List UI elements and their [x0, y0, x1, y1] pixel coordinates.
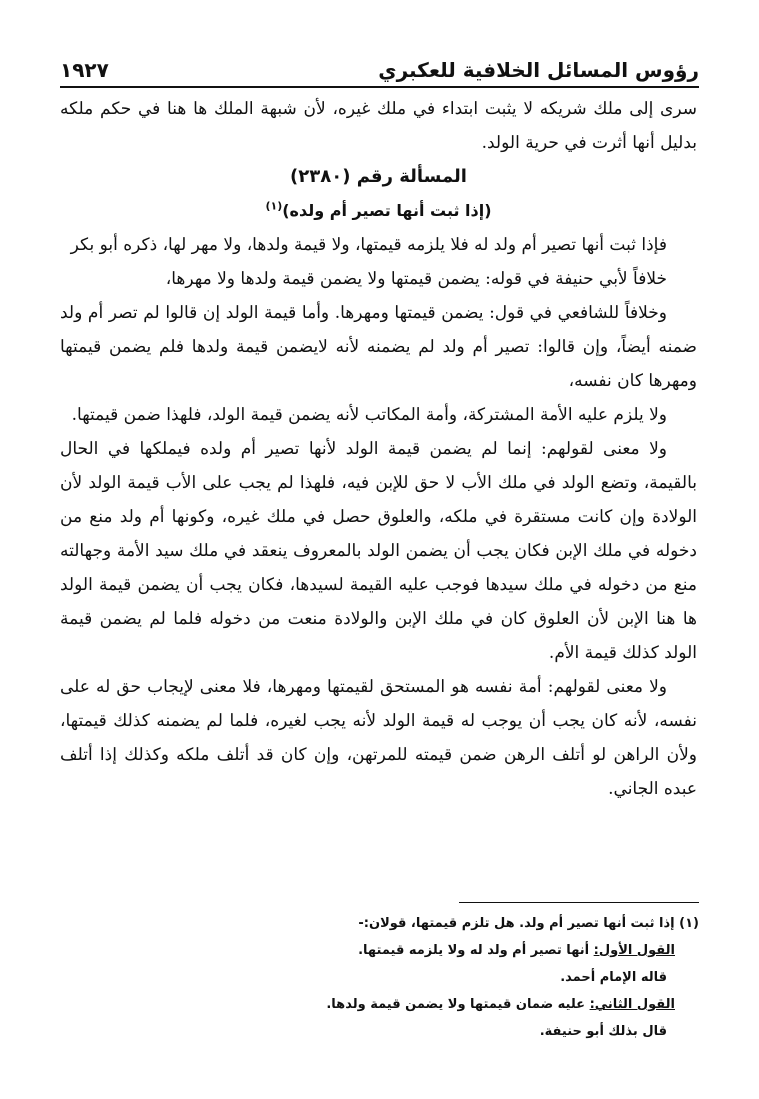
main-text [60, 92, 697, 806]
paragraph-1: سرى إلى ملك شريكه لا يثبت ابتداء في ملك غيره، لأن شبهة الملك ها هنا في حكم ملكه بدليل أنها أثرت في حرية الولد. [60, 99, 697, 153]
footnote-marker: (١) [679, 916, 699, 931]
second-opinion-text: عليه ضمان قيمتها ولا يضمن قيمة ولدها. [326, 997, 586, 1012]
book-title: رؤوس المسائل الخلافية للعكبري [378, 58, 699, 82]
paragraph-2: فإذا ثبت أنها تصير أم ولد له فلا يلزمه قيمتها، ولا قيمة ولدها، ولا مهر لها، ذكره أبو بكر [70, 235, 667, 255]
paragraph-4: وخلافاً للشافعي في قول: يضمن قيمتها ومهرها. وأما قيمة الولد إن قالوا لم تصر أم ولد ضمنه أيضاً، وإن قالوا: تصير أم ولد لم يضمنه لأنه لايضمن قيمة ولدها فلم يضمن قيمتها ومهرها كان نفسه، [60, 303, 697, 391]
second-opinion-source: قال بذلك أبو حنيفة. [539, 1024, 667, 1039]
running-header [60, 40, 699, 82]
footnote-1-text: إذا ثبت أنها تصير أم ولد. هل تلزم قيمتها، قولان:- [358, 916, 675, 931]
footnotes [60, 910, 699, 1045]
first-opinion-text: أنها تصير أم ولد له ولا يلزمه قيمتها. [358, 943, 590, 958]
footnote-1 [60, 910, 699, 937]
second-opinion-label: القول الثاني: [589, 997, 675, 1012]
issue-subtitle-text: (إذا ثبت أنها تصير أم ولده) [282, 201, 492, 220]
paragraph-3: خلافاً لأبي حنيفة في قوله: يضمن قيمتها ولا يضمن قيمة ولدها ولا مهرها، [165, 269, 667, 289]
issue-title: المسألة رقم (٢٣٨٠) [290, 166, 467, 187]
header-rule [60, 86, 699, 88]
second-opinion [60, 991, 699, 1018]
paragraph-7: ولا معنى لقولهم: أمة نفسه هو المستحق لقيمتها ومهرها، فلا معنى لإيجاب حق له على نفسه، لأنه كان يجب أن يوجب له قيمة الولد لأنه يجب لغيره، فلما لم يضمنه كذلك قيمتها، ولأن الراهن لو أتلف الرهن ضمن قيمته للمرتهن، وإن كان قد أتلف ملكه وكذلك إذا أتلف عبده الجاني. [60, 677, 697, 799]
paragraph-6: ولا معنى لقولهم: إنما لم يضمن قيمة الولد لأنها تصير أم ولده فيملكها في الحال بالقيمة، وتضع الولد في ملك الأب لا حق للإبن فيه، فلهذا لم يجب على الأب قيمة الولد لأن الولادة وإن كانت مستقرة في ملكه، والعلوق حصل في ملك غيره، وكونها أم ولد منع من دخوله في ملك الإبن فكان يجب أن يضمن الولد بالمعروف ينعقد في ملك سيد الأمة وجهالته منع من دخوله في ملك سيدها فوجب عليه القيمة لسيدها، فكان يجب أن يضمن قيمة الولد ها هنا الإبن لأن العلوق كان في ملك الإبن والولادة منعت من دخوله فلما لم يضمن قيمة الولد كذلك قيمة الأم. [60, 439, 697, 663]
footnote-reference[interactable]: (١) [265, 199, 283, 213]
page-number: ١٩٢٧ [60, 58, 109, 82]
footnote-rule [459, 902, 699, 903]
first-opinion-label: القول الأول: [593, 943, 675, 958]
first-opinion-source: قاله الإمام أحمد. [560, 970, 667, 985]
issue-subtitle [60, 194, 697, 228]
first-opinion [60, 937, 699, 964]
paragraph-5: ولا يلزم عليه الأمة المشتركة، وأمة المكاتب لأنه يضمن قيمة الولد، فلهذا ضمن قيمتها. [71, 405, 667, 425]
